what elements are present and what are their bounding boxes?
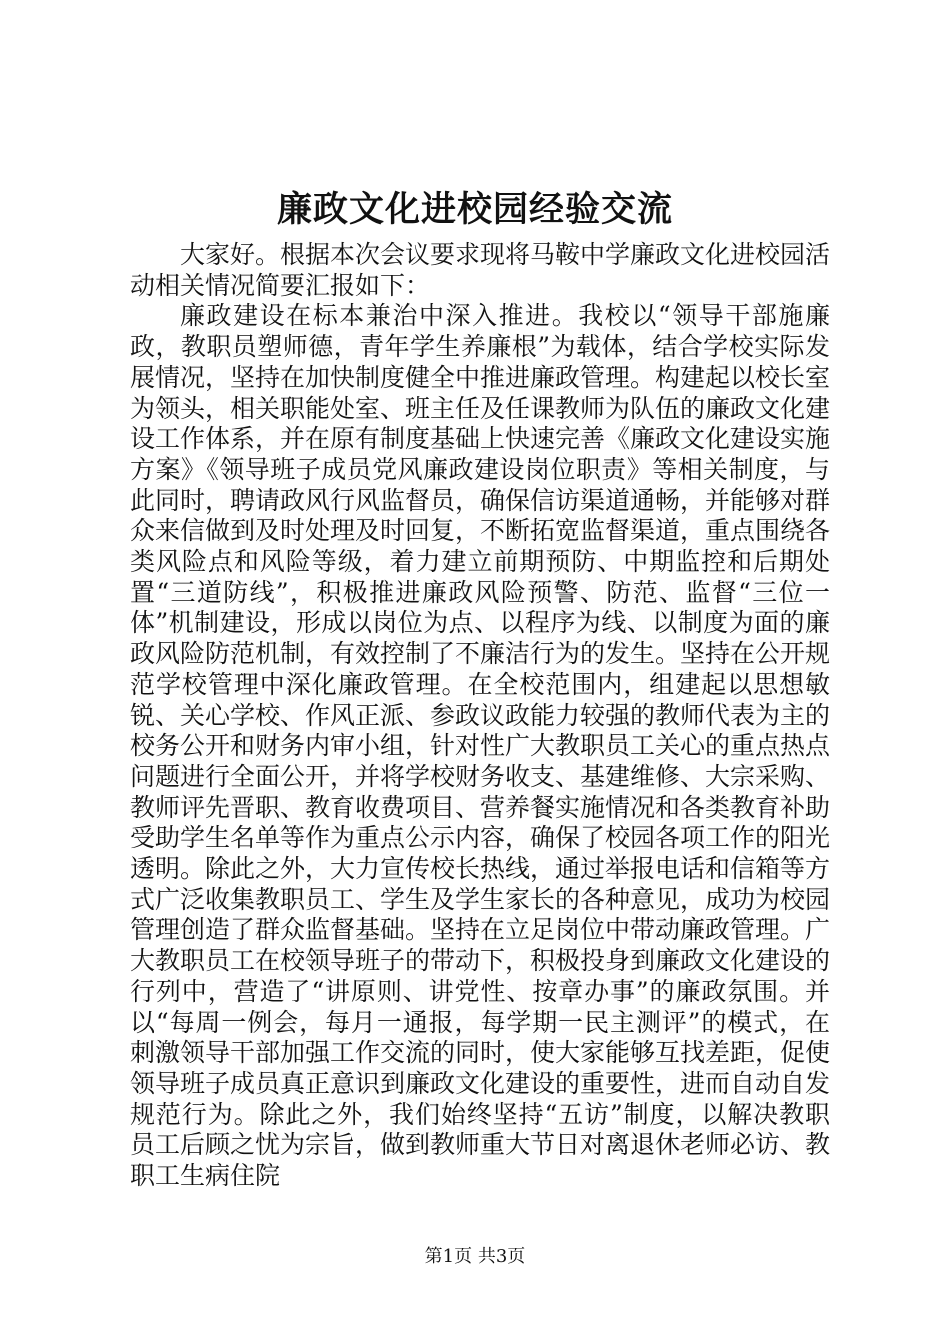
page-footer: 第1页 共3页 [424, 1246, 526, 1267]
intro-paragraph: 大家好。根据本次会议要求现将马鞍中学廉政文化进校园活动相关情况简要汇报如下： [130, 240, 831, 300]
main-paragraph: 廉政建设在标本兼治中深入推进。我校以“领导干部施廉政，教职员塑师德，青年学生养廉根”为载体，结合学校实际发展情况，坚持在加快制度健全中推进廉政管理。构建起以校长室为领头，相关职能处室、班主任及任课教师为队伍的廉政文化建设工作体系，并在原有制度基础上快速完善《廉政文化建设实施方案》《领导班子成员党风廉政建设岗位职责》等相关制度，与此同时，聘请政风行风监督员，确保信访渠道通畅，并能够对群众来信做到及时处理及时回复，不断拓宽监督渠道，重点围绕各类风险点和风险等级，着力建立前期预防、中期监控和后期处置“三道防线”，积极推进廉政风险预警、防范、监督“三位一体”机制建设，形成以岗位为点、以程序为线、以制度为面的廉政风险防范机制，有效控制了不廉洁行为的发生。坚持在公开规范学校管理中深化廉政管理。在全校范围内，组建起以思想敏锐、关心学校、作风正派、参政议政能力较强的教师代表为主的校务公开和财务内审小组，针对性广大教职员工关心的重点热点问题进行全面公开，并将学校财务收支、基建维修、大宗采购、教师评先晋职、教育收费项目、营养餐实施情况和各类教育补助受助学生名单等作为重点公示内容，确保了校园各项工作的阳光透明。除此之外，大力宣传校长热线，通过举报电话和信箱等方式广泛收集教职员工、学生及学生家长的各种意见，成功为校园管理创造了群众监督基础。坚持在立足岗位中带动廉政管理。广大教职员工在校领导班子的带动下，积极投身到廉政文化建设的行列中，营造了“讲原则、讲党性、按章办事”的廉政氛围。并以“每周一例会，每月一通报，每学期一民主测评”的模式，在刺激领导干部加强工作交流的同时，使大家能够互找差距，促使领导班子成员真正意识到廉政文化建设的重要性，进而自动自发规范行为。除此之外，我们始终坚持“五访”制度，以解决教职员工后顾之忧为宗旨，做到教师重大节日对离退休老师必访、教职工生病住院 [130, 301, 831, 1191]
document-body [130, 240, 830, 1192]
document-title: 廉政文化进校园经验交流 [276, 189, 673, 230]
